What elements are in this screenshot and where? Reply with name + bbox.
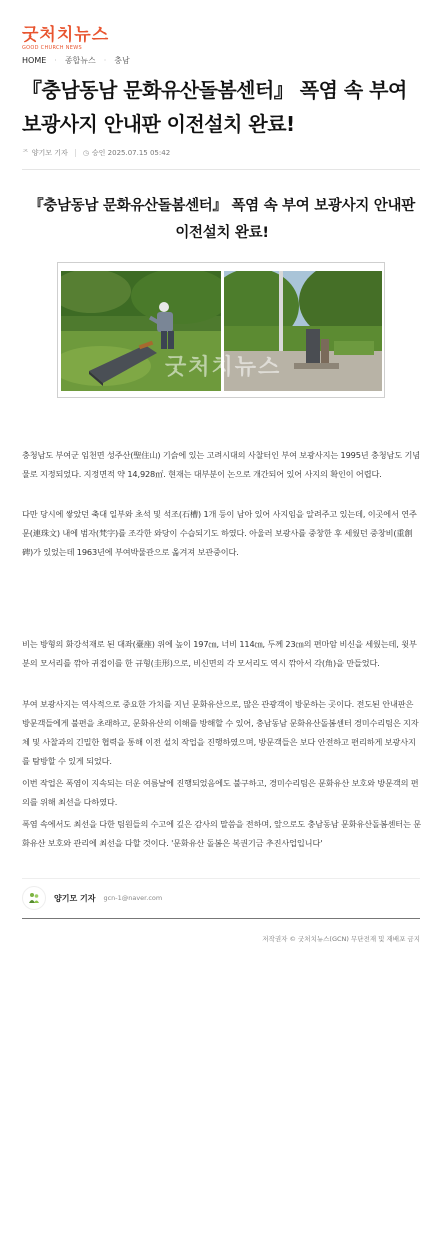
breadcrumb	[22, 55, 130, 66]
article-subtitle: 『충남동남 문화유산돌봄센터』 폭염 속 부여 보광사지 안내판 이전설치 완료!	[29, 198, 415, 241]
site-logo[interactable]	[22, 26, 112, 52]
divider	[22, 878, 420, 879]
article-paragraph: 폭염 속에서도 최선을 다한 팀원들의 수고에 깊은 감사의 말씀을 전하며, 앞으로도 충남동남 문화유산돌봄센터는 문화유산 보호와 관리에 최선을 다할 것이다. '문화유산 돌봄은 복권기금 추진사업입니다'	[22, 819, 422, 848]
article-paragraph: 이번 작업은 폭염이 지속되는 더운 여름날에 진행되었음에도 불구하고, 경미수리팀은 문화유산 보호와 방문객의 편의를 위해 최선을 다하였다.	[22, 778, 419, 807]
article-paragraph: 충청남도 부여군 임천면 성주산(聖住山) 기슭에 있는 고려시대의 사찰터인 부여 보광사지는 1995년 충청남도 기념물로 지정되었다. 지정면적 약 14,928㎡. 현재는 대부분이 논으로 개간되어 있어 사지의 확인이 어렵다.	[22, 450, 420, 479]
breadcrumb-home[interactable]: HOME	[22, 56, 47, 65]
clock-icon: ◷	[82, 149, 89, 157]
author-name[interactable]: 양기모 기자	[54, 893, 96, 903]
reporter-icon: ᄌ	[22, 149, 29, 157]
logo-text: 굿처치뉴스	[22, 25, 110, 45]
breadcrumb-section[interactable]: 종합뉴스	[64, 56, 96, 65]
article-paragraph: 비는 방형의 화강석재로 된 대좌(臺座) 위에 높이 197㎝, 너비 114㎝, 두께 23㎝의 편마암 비신을 세웠는데, 윗부분의 모서리를 깎아 귀접이를 한 규형(圭形)으로, 비신면의 각 모서리도 역시 깎아서 각(角)을 만들었다.	[22, 639, 417, 668]
divider	[22, 918, 420, 919]
copyright-notice: 저작권자 © 굿처치뉴스(GCN) 무단전재 및 재배포 금지	[262, 935, 420, 943]
article-photo[interactable]	[57, 262, 385, 398]
article-meta	[22, 148, 170, 158]
article-approved-date: 승인 2025.07.15 05:42	[91, 149, 171, 157]
article-reporter[interactable]: 양기모 기자	[31, 149, 68, 157]
breadcrumb-separator: ·	[54, 56, 57, 65]
avatar-icon[interactable]	[22, 886, 46, 910]
author-email[interactable]: gcn-1@naver.com	[103, 894, 163, 902]
photo-watermark: 굿처치뉴스	[165, 355, 282, 380]
meta-divider	[75, 149, 76, 157]
breadcrumb-separator: ·	[103, 56, 107, 65]
divider	[22, 169, 420, 170]
logo-subtext: GOOD CHURCH NEWS	[22, 45, 82, 51]
article-paragraph: 부여 보광사지는 역사적으로 중요한 가치를 지닌 문화유산으로, 많은 관광객이 방문하는 곳이다. 전도된 안내판은 방문객들에게 불편을 초래하고, 문화유산의 이해를 방해할 수 있어, 충남동남 문화유산돌봄센터 경미수리팀은 지자체 및 사찰과의 긴밀한 협력을 통해 이전 설치 작업을 진행하였으며, 방문객들은 보다 안전하고 편리하게 보광사지를 탐방할 수 있게 되었다.	[22, 699, 419, 766]
breadcrumb-subsection[interactable]: 충남	[114, 56, 130, 65]
article-paragraph: 다만 당시에 쌓았던 축대 일부와 초석 및 석조(石槽) 1개 등이 남아 있어 사지임을 알려주고 있는데, 이곳에서 연주문(連珠文) 내에 범자(梵字)를 조각한 와당이 수습되기도 하였다. 아울러 보광사를 중창한 후 세웠던 중창비(重創碑)가 있었는데 1963년에 부여박물관으로 옮겨져 보관중이다.	[22, 509, 417, 557]
article-headline: 『충남동남 문화유산돌봄센터』 폭염 속 부여 보광사지 안내판 이전설치 완료!	[22, 78, 407, 136]
author-box	[22, 886, 162, 910]
